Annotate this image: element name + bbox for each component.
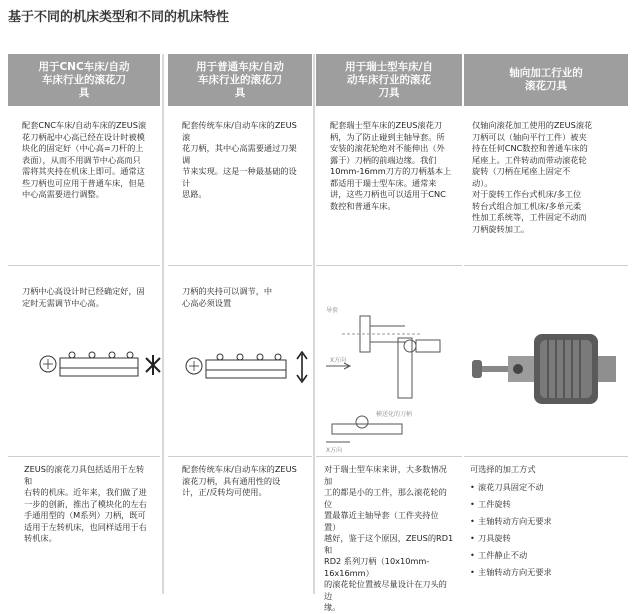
axial-knurling-tool-photo [468,316,624,416]
swiss-description: 配套瑞士型车床的ZEUS滚花刀 柄，为了防止碰到主轴导套。所 安装的滚花轮绝对不能伸出（外 露于）刀柄的前端边缘。我们 10mm-16mm刀方的刀柄基本上 都适用于瑞士型车床。通常来 讲，这些刀柄也可以适用于CNC 数控和普通车床。 [330,120,452,211]
axial-option: • 主轴转动方向无要求 [470,567,552,577]
column-header-cnc: 用于CNC车床/自动 车床行业的滚花刀 具 [8,54,160,106]
axial-options-list [470,482,552,584]
conventional-description: 配套传统车床/自动车床的ZEUS滚 花刀柄，其中心高需要通过刀架调 节来实现。这是一种最基础的设计 思路。 [182,120,297,199]
swiss-knurling-tool-drawing [320,294,460,454]
axial-option: • 滚花刀具固定不动 [470,482,544,492]
column-cnc [8,54,160,594]
axial-options-title: 可选择的加工方式 [470,464,536,474]
conventional-footer: 配套传统车床/自动车床的ZEUS 滚花刀柄，具有通用性的设 计，正/反转均可使用。 [182,464,297,497]
swiss-label-x-direction-1: X方向 [330,357,347,364]
comparison-grid [8,54,628,612]
swiss-label-toolholder: 横送化的刀柄 [376,411,413,418]
column-header-swiss: 用于瑞士型车床/自 动车床行业的滚花 刀具 [316,54,462,106]
swiss-footer: 对于瑞士型车床来讲，大多数情况加 工的都是小的工件，那么滚花轮的位 置最靠近主轴导套（工件夹持位置） 越好，鉴于这个原因，ZEUS的RD1和 RD2 系列刀柄（10x10mm-16x16mm） 的滚花轮位置被尽量设计在刀头的边 缘。 [324,464,454,612]
axial-option: • 工件静止不动 [470,550,528,560]
axial-option: • 刀具旋转 [470,533,511,543]
axial-description: 仅轴向滚花加工使用的ZEUS滚花 刀柄可以（轴向平行工件）被夹 持在任何CNC数控和普通车床的 尾座上。工件转动而带动滚花轮 旋转（刀柄在尾座上固定不 动）。 对于旋转工作台式机床/多工位 转台式组合加工机床/多单元柔 性加工系统等，工件固定不动而 刀柄旋转加工。 [472,120,593,234]
column-axial [464,54,628,594]
axial-option: • 工件旋转 [470,499,511,509]
column-header-conventional: 用于普通车床/自动 车床行业的滚花刀 具 [168,54,312,106]
column-swiss [316,54,462,612]
cnc-description: 配套CNC车床/自动车床的ZEUS滚 花刀柄起中心高已经在设计时被模 块化的固定好（中心高=刀杆的上 表面），从而不用调节中心高而只 需将其夹持在机床上即可。通常这 些刀柄也可应用于普通车床，但是 中心高需要进行调整。 [22,120,147,199]
column-header-axial: 轴向加工行业的 滚花刀具 [464,54,628,106]
cnc-footer: ZEUS的滚花刀具包括适用于左转和 右转的机床。近年来，我们做了进 一步的创新，推出了模块化的左右 手通用型的（M系列）刀柄，既可 适用于左转机床，也同样适用于右 转机床。 [24,464,147,543]
page-title: 基于不同的机床类型和不同的机床特性 [8,10,230,25]
column-conventional [168,54,312,594]
swiss-label-x-direction-2: X方向 [326,447,343,454]
conventional-knurling-tool-drawing [182,346,312,386]
cnc-note: 刀柄中心高设计时已经确定好，固 定时无需调节中心高。 [22,286,145,308]
swiss-label-guide-bush: 导套 [326,307,339,314]
conventional-note: 刀柄的夹持可以调节，中 心高必须设置 [182,286,273,308]
axial-option: • 主轴转动方向无要求 [470,516,552,526]
cnc-knurling-tool-drawing [36,344,166,384]
